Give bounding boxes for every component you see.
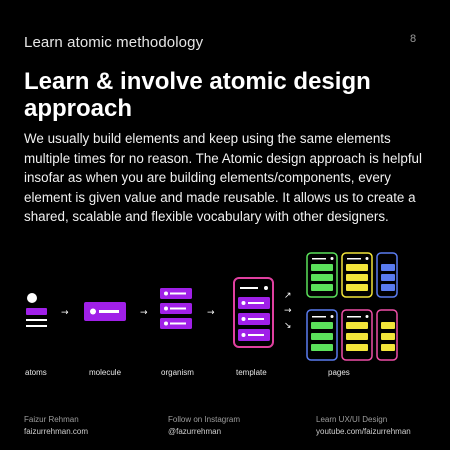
youtube-label: Learn UX/UI Design (316, 415, 388, 424)
label-pages: pages (328, 368, 350, 377)
author-name: Faizur Rehman (24, 415, 79, 424)
youtube-link[interactable]: youtube.com/faizurrehman (316, 427, 411, 436)
pages-illustration (307, 253, 397, 360)
instagram-handle-link[interactable]: @fazurrehman (168, 427, 222, 436)
instagram-label: Follow on Instagram (168, 415, 241, 424)
arrow-icon: → (61, 308, 69, 318)
atoms-illustration (26, 293, 47, 327)
fan-out-arrows (284, 291, 292, 331)
arrow-icon: → (140, 308, 148, 318)
footer-youtube (316, 414, 411, 438)
svg-text:↘: ↘ (284, 321, 292, 331)
arrow-icon: → (207, 308, 215, 318)
label-molecule: molecule (89, 368, 122, 377)
svg-text:→: → (284, 306, 292, 316)
section-kicker: Learn atomic methodology (24, 34, 204, 51)
body-text: We usually build elements and keep using the same elements multiple times for no reason. The Atomic design approach is helpful insofar as when you are building elements/components, every element is given value and made reusable. It allows us to create a shared, scalable and flexible vocabulary with other designers. (24, 131, 422, 224)
label-atoms: atoms (25, 368, 47, 377)
template-illustration (234, 278, 273, 347)
label-template: template (236, 368, 267, 377)
author-website-link[interactable]: faizurrehman.com (24, 427, 89, 436)
atomic-design-diagram (0, 248, 450, 394)
page-number: 8 (410, 33, 417, 45)
organism-illustration (160, 288, 192, 329)
molecule-illustration (84, 302, 126, 321)
label-organism: organism (161, 368, 194, 377)
footer-instagram (168, 414, 240, 438)
footer-author (24, 414, 88, 438)
page-title: Learn & involve atomic design approach (24, 68, 371, 122)
svg-text:↗: ↗ (284, 291, 292, 301)
